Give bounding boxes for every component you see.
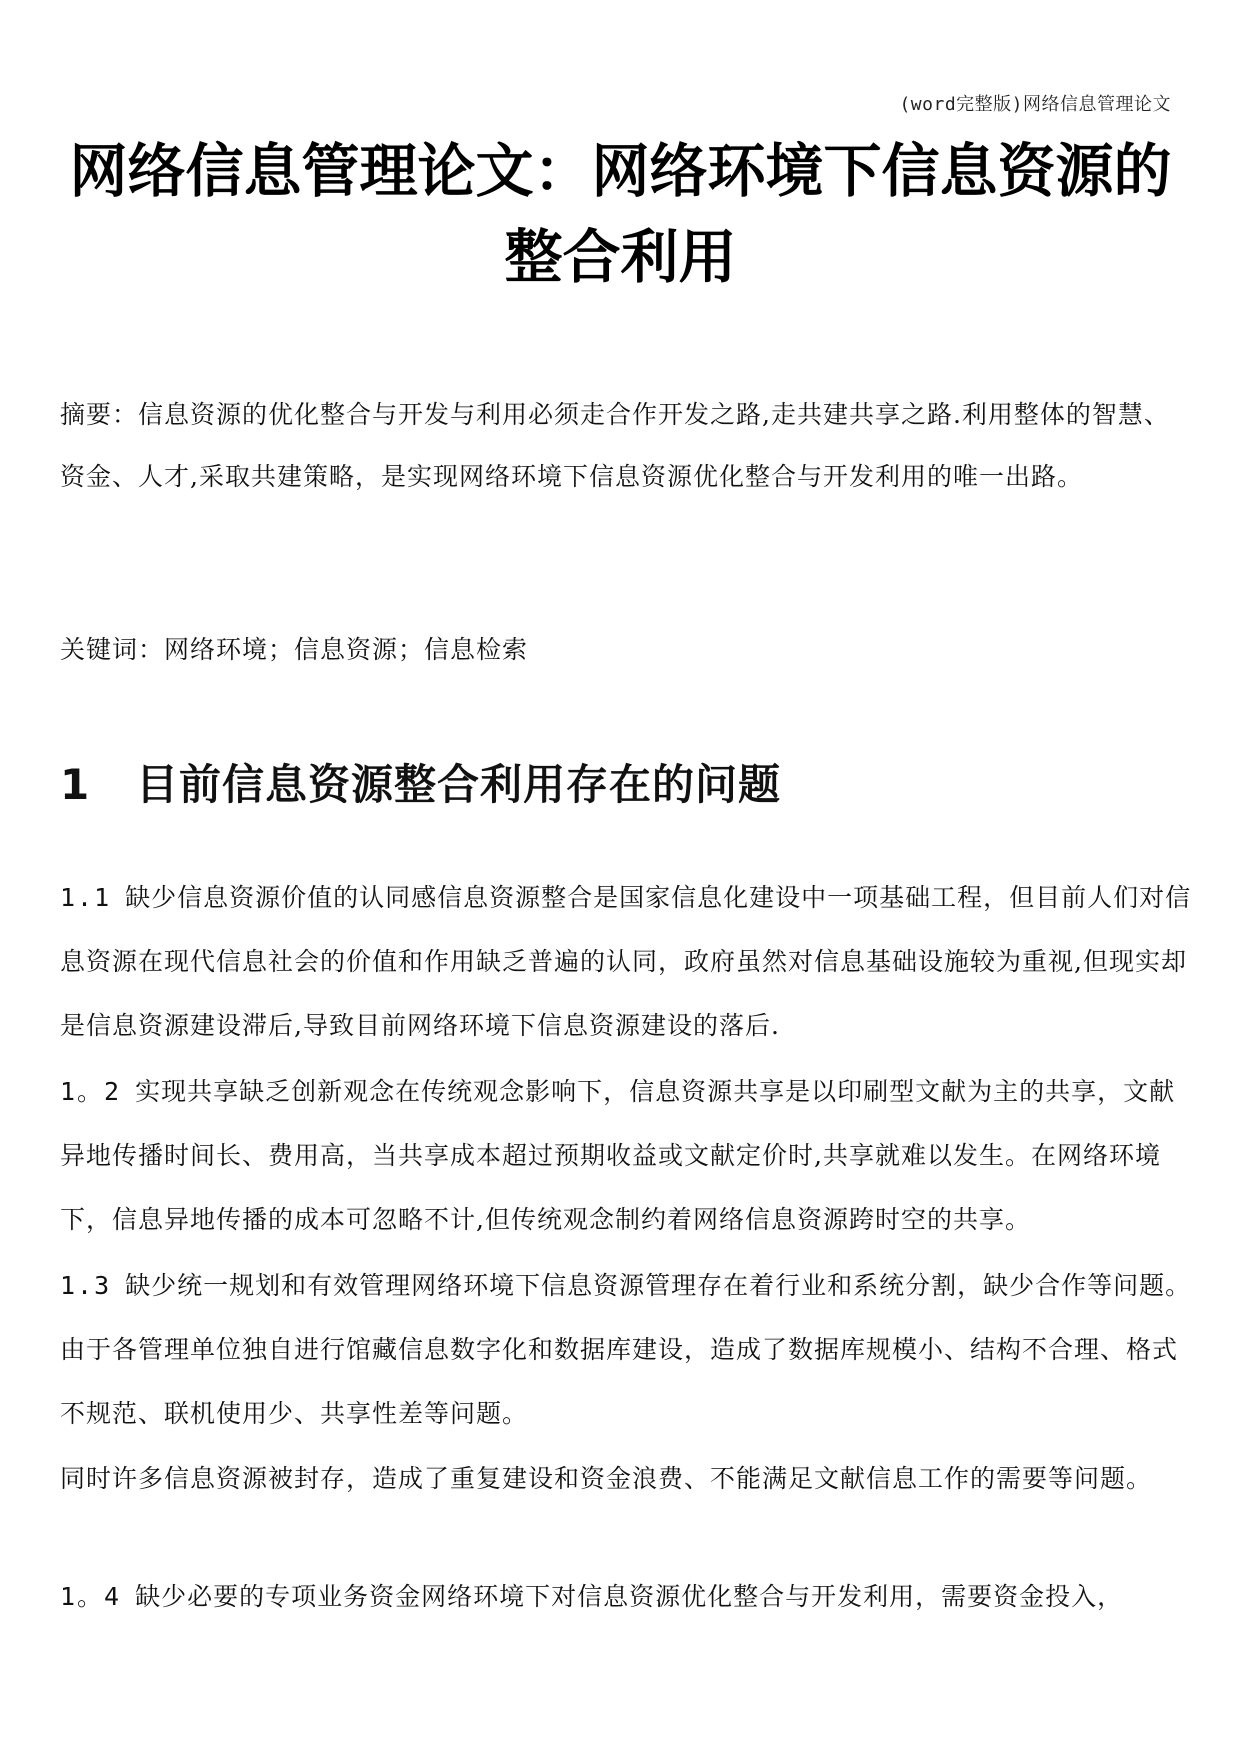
paragraph-text: 缺少信息资源价值的认同感信息资源整合是国家信息化建设中一项基础工程，但目前人们对信息资源在现代信息社会的价值和作用缺乏普遍的认同，政府虽然对信息基础设施较为重视,但现实却是信息资源建设滞后,导致目前网络环境下信息资源建设的落后. — [60, 883, 1192, 1040]
keywords: 关键词：网络环境；信息资源；信息检索 — [60, 635, 529, 664]
section-number: 1 — [60, 760, 91, 809]
document-title: 网络信息管理论文：网络环境下信息资源的整合利用 — [69, 137, 1172, 291]
abstract: 摘要：信息资源的优化整合与开发与利用必须走合作开发之路,走共建共享之路.利用整体的智慧、资金、人才,采取共建策略，是实现网络环境下信息资源优化整合与开发利用的唯一出路。 — [60, 400, 1170, 491]
paragraph-number: 1.3 — [60, 1271, 112, 1300]
paragraph-text: 缺少必要的专项业务资金网络环境下对信息资源优化整合与开发利用，需要资金投入， — [135, 1582, 1124, 1611]
section-title: 目前信息资源整合利用存在的问题 — [136, 760, 782, 809]
paragraph-1-1 — [60, 866, 1195, 1058]
paragraph-1-4 — [60, 1565, 1195, 1629]
paragraph-text: 实现共享缺乏创新观念在传统观念影响下，信息资源共享是以印刷型文献为主的共享，文献异地传播时间长、费用高，当共享成本超过预期收益或文献定价时,共享就难以发生。在网络环境下，信息异地传播的成本可忽略不计,但传统观念制约着网络信息资源跨时空的共享。 — [60, 1077, 1176, 1234]
paragraph-1-2 — [60, 1060, 1195, 1252]
paragraph-text: 缺少统一规划和有效管理网络环境下信息资源管理存在着行业和系统分割，缺少合作等问题。由于各管理单位独自进行馆藏信息数字化和数据库建设，造成了数据库规模小、结构不合理、格式不规范、联机使用少、共享性差等问题。 — [60, 1271, 1192, 1428]
paragraph-number: 1.1 — [60, 883, 112, 912]
paragraph-text: 同时许多信息资源被封存，造成了重复建设和资金浪费、不能满足文献信息工作的需要等问题。 — [60, 1464, 1153, 1493]
paragraph-1-3-continued — [60, 1447, 1195, 1511]
paragraph-number: 1。4 — [60, 1582, 122, 1611]
section-heading — [60, 752, 781, 812]
running-header: (word完整版)网络信息管理论文 — [899, 94, 1171, 115]
paragraph-1-3 — [60, 1254, 1195, 1446]
paragraph-number: 1。2 — [60, 1077, 122, 1106]
